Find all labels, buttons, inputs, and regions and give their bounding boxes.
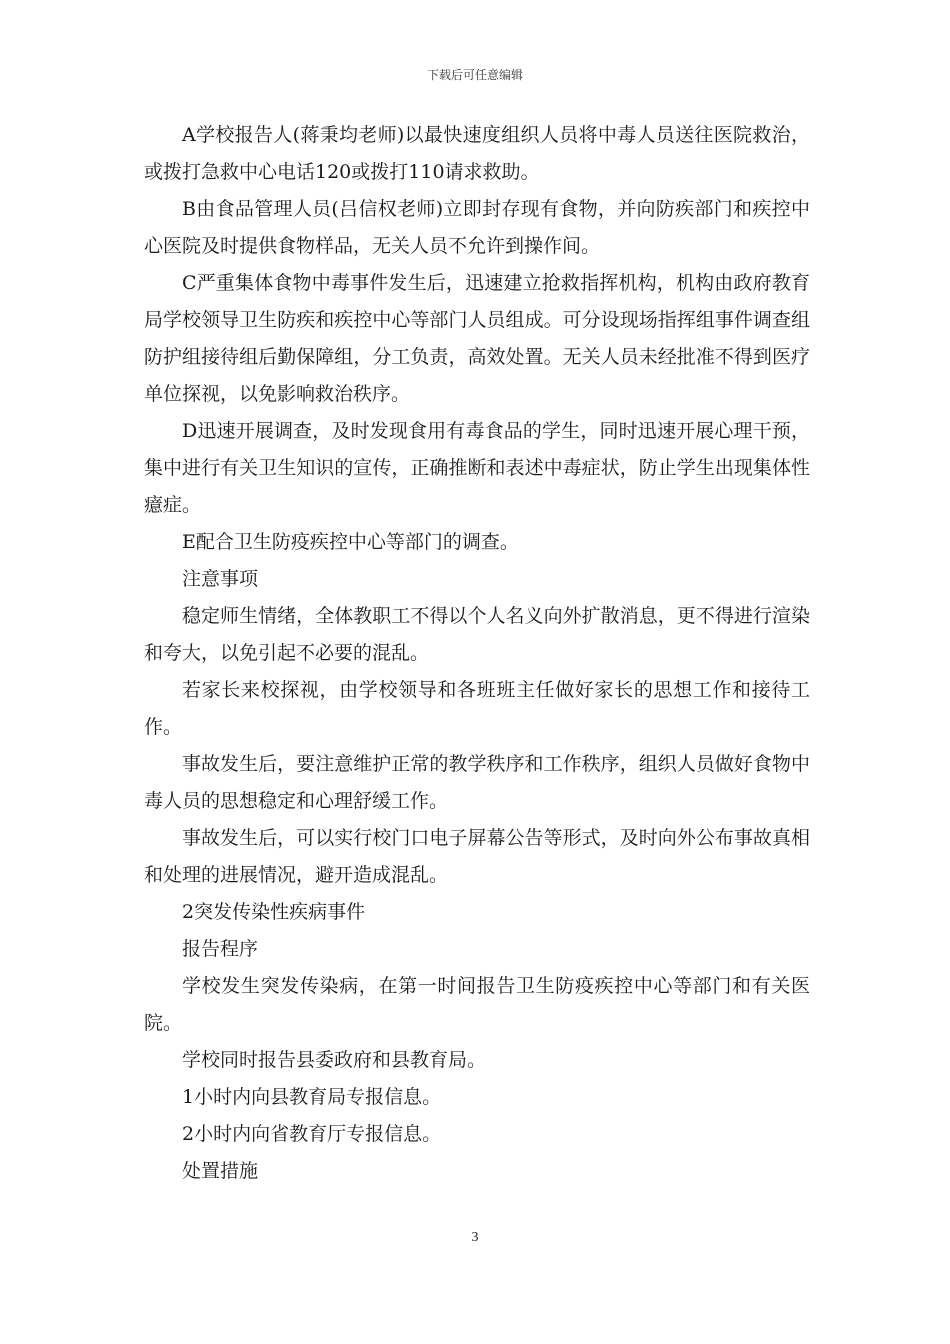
paragraph-b-food-seal: B由食品管理人员(吕信权老师)立即封存现有食物，并向防疾部门和疾控中心医院及时提供食物样品，无关人员不允许到操作间。 bbox=[144, 198, 810, 257]
section-heading-notes: 注意事项 bbox=[182, 568, 259, 590]
paragraph-one-hour: 1小时内向县教育局专报信息。 bbox=[182, 1086, 442, 1108]
paragraph-order: 事故发生后，要注意维护正常的教学秩序和工作秩序，组织人员做好食物中毒人员的思想稳定和心理舒缓工作。 bbox=[144, 753, 810, 812]
section-heading-infectious: 2突发传染性疾病事件 bbox=[182, 901, 366, 923]
section-heading-measures: 处置措施 bbox=[182, 1160, 259, 1182]
paragraph-stabilize: 稳定师生情绪，全体教职工不得以个人名义向外扩散消息，更不得进行渲染和夸大，以免引起不必要的混乱。 bbox=[144, 605, 810, 664]
section-heading-report-procedure: 报告程序 bbox=[182, 938, 259, 960]
paragraph-c-command: C严重集体食物中毒事件发生后，迅速建立抢救指挥机构，机构由政府教育局学校领导卫生防疾和疾控中心等部门人员组成。可分设现场指挥组事件调查组防护组接待组后勤保障组，分工负责，高效处置。无关人员未经批准不得到医疗单位探视，以免影响救治秩序。 bbox=[144, 272, 810, 405]
paragraph-report-first: 学校发生突发传染病，在第一时间报告卫生防疫疾控中心等部门和有关医院。 bbox=[144, 975, 810, 1034]
paragraph-a-report: A学校报告人(蒋秉均老师)以最快速度组织人员将中毒人员送往医院救治，或拨打急救中心电话120或拨打110请求救助。 bbox=[144, 124, 810, 183]
page-number: 3 bbox=[471, 1230, 479, 1245]
paragraph-e-cooperate: E配合卫生防疫疾控中心等部门的调查。 bbox=[182, 531, 519, 553]
page-header: 下载后可任意编辑 bbox=[426, 68, 523, 82]
paragraph-two-hours: 2小时内向省教育厅专报信息。 bbox=[182, 1123, 442, 1145]
paragraph-announcement: 事故发生后，可以实行校门口电子屏幕公告等形式，及时向外公布事故真相和处理的进展情况，避开造成混乱。 bbox=[144, 827, 810, 886]
document-body bbox=[144, 117, 810, 1190]
paragraph-parents: 若家长来校探视，由学校领导和各班班主任做好家长的思想工作和接待工作。 bbox=[144, 679, 810, 738]
paragraph-report-county: 学校同时报告县委政府和县教育局。 bbox=[182, 1049, 487, 1071]
paragraph-d-investigation: D迅速开展调查，及时发现食用有毒食品的学生，同时迅速开展心理干预，集中进行有关卫生知识的宣传，正确推断和表述中毒症状，防止学生出现集体性癔症。 bbox=[144, 420, 810, 516]
